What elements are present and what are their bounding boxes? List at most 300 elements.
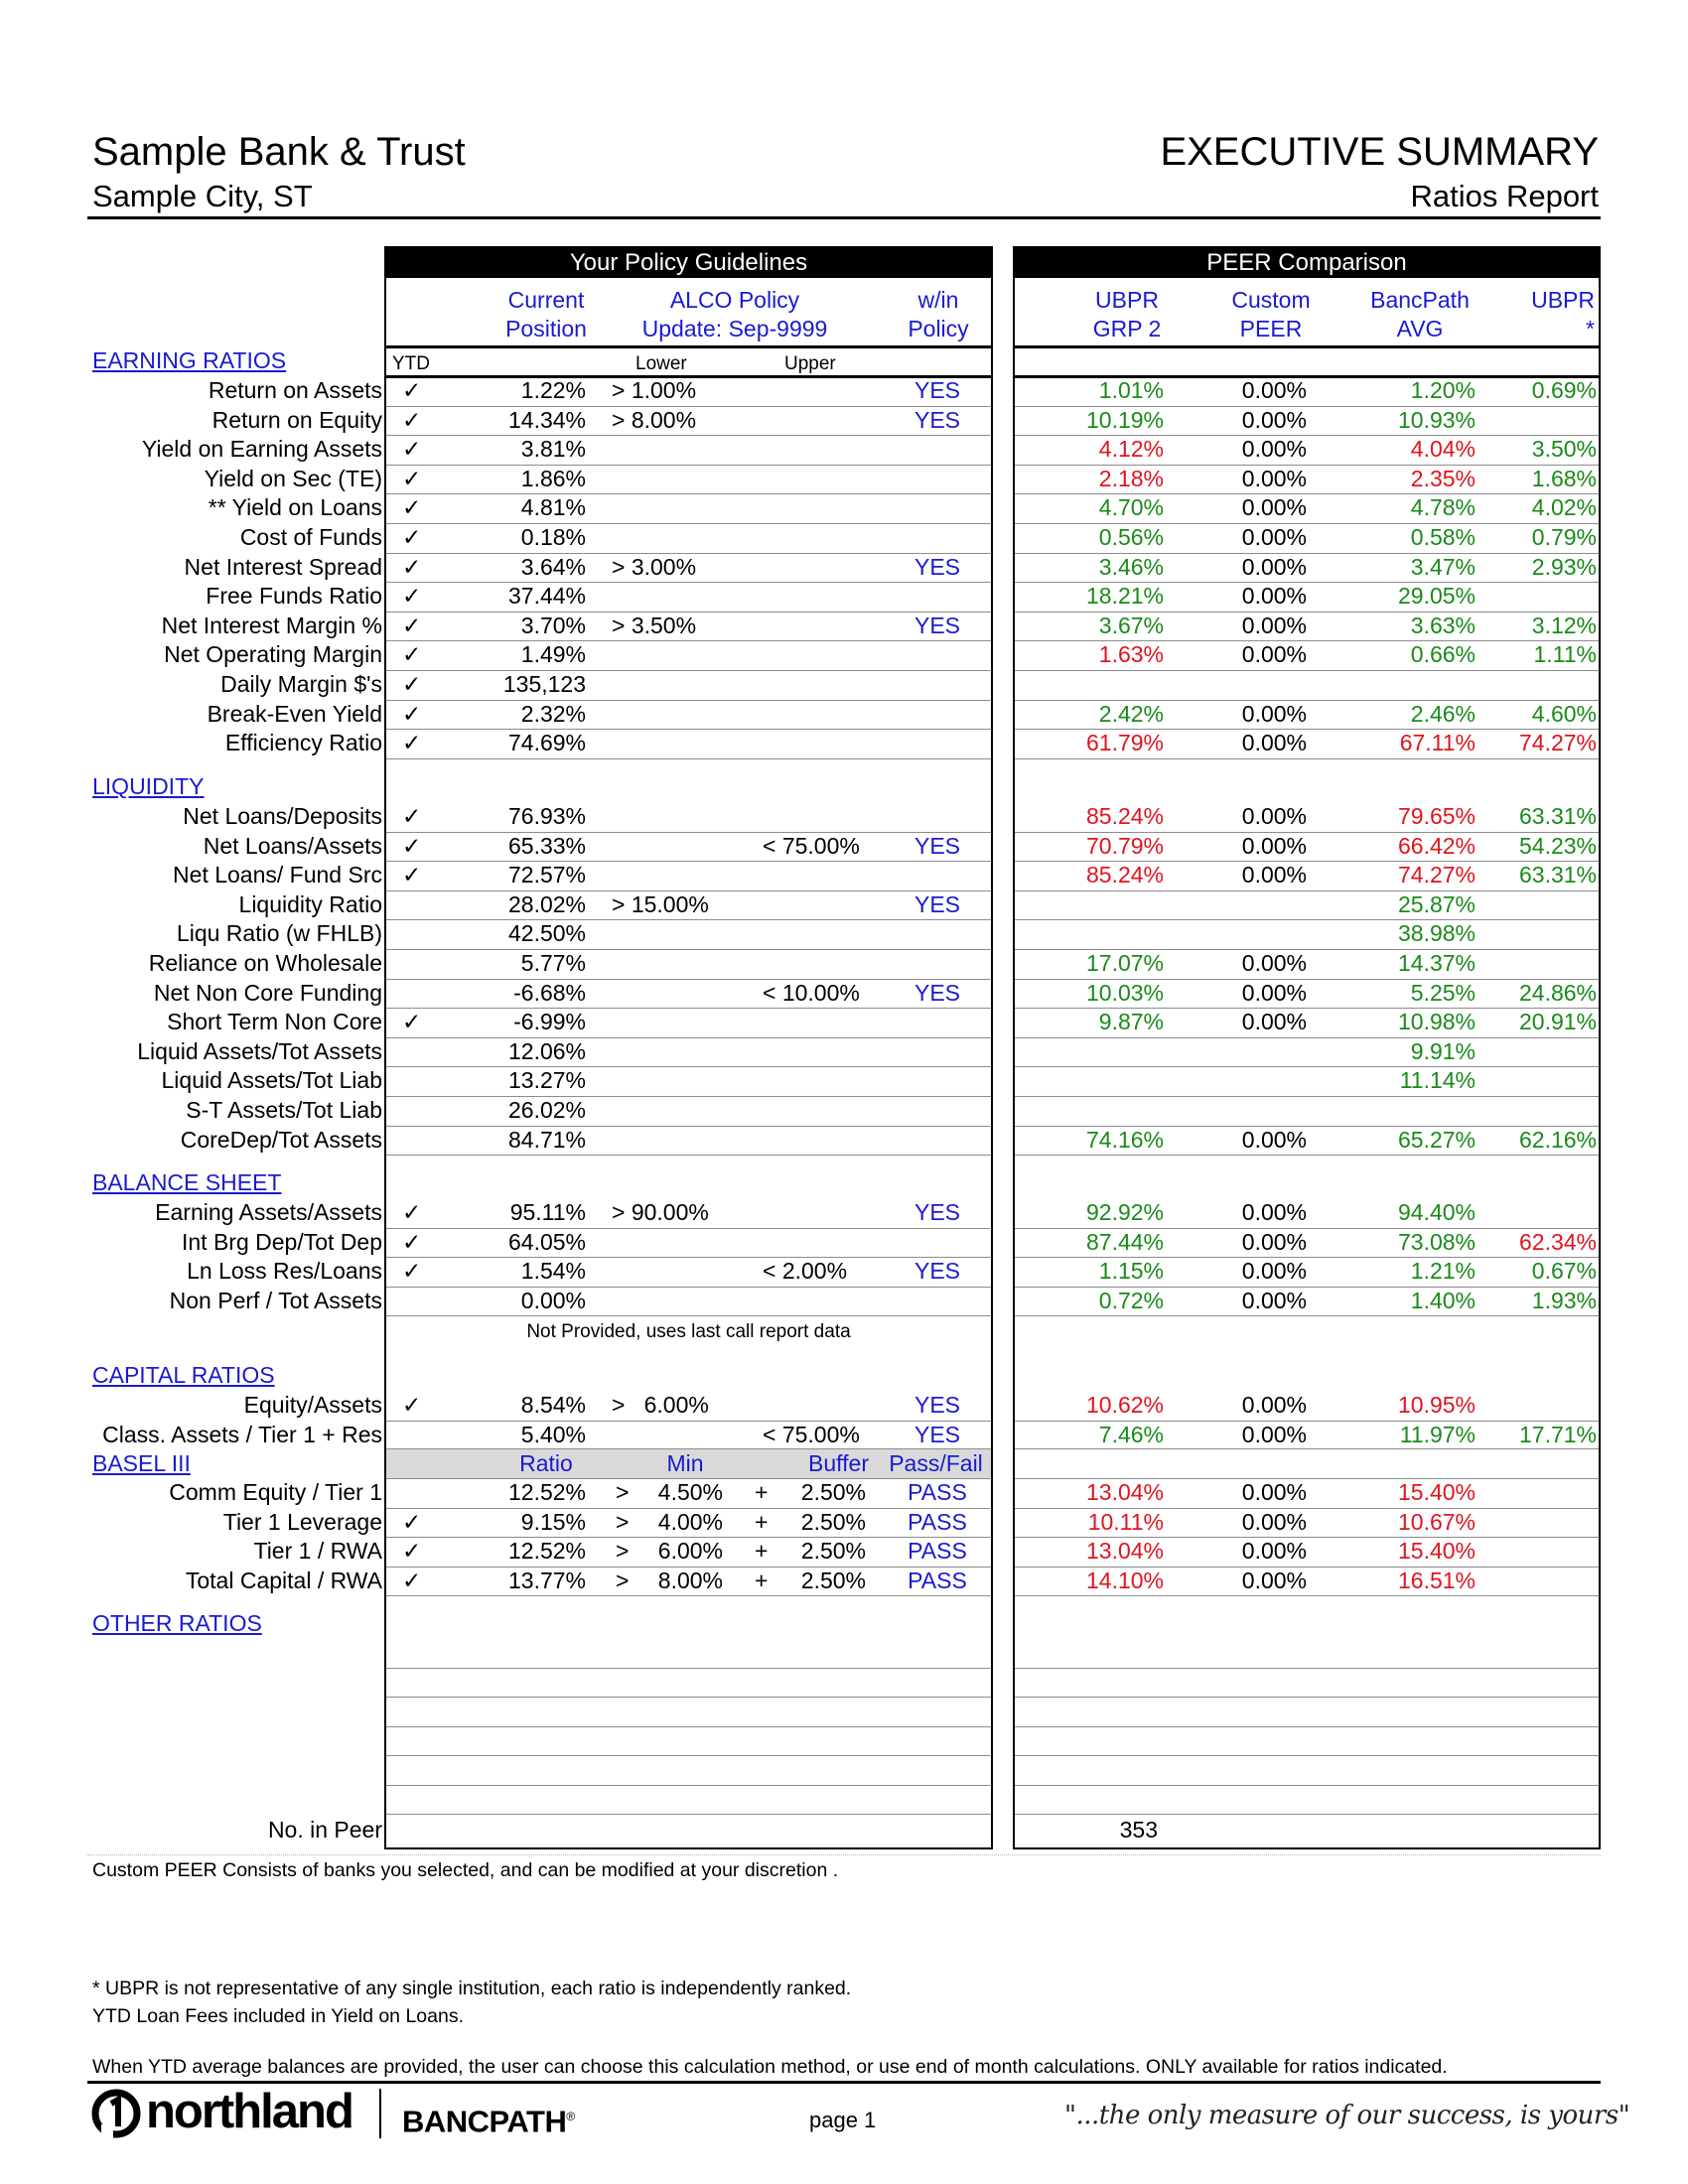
current-position: 14.34% (507, 407, 586, 433)
current-position: 1.54% (520, 1258, 586, 1284)
row-divider (1015, 1315, 1599, 1316)
peer-value: 0.00% (1241, 1422, 1307, 1447)
col-within-line2: Policy (908, 316, 969, 341)
report-subtitle: Ratios Report (1410, 179, 1599, 213)
peer-value: 0.00% (1241, 1258, 1307, 1284)
sub-lower: Lower (635, 353, 687, 374)
within-policy-status: YES (914, 891, 961, 917)
note-custom-peer: Custom PEER Consists of banks you selected, and can be modified at your discretion . (92, 1859, 839, 1881)
peer-value: 0.79% (1531, 524, 1597, 550)
section-earning-ratios[interactable]: EARNING RATIOS (92, 347, 287, 373)
peer-value: 1.01% (1098, 377, 1164, 403)
ytd-check-icon: ✓ (402, 466, 422, 491)
basel-row-label: Comm Equity / Tier 1 (169, 1479, 382, 1505)
basel-buffer: 2.50% (800, 1568, 866, 1593)
row-label: Daily Margin $'s (220, 671, 382, 697)
peer-value: 0.00% (1241, 466, 1307, 491)
peer-value: 0.00% (1241, 1392, 1307, 1418)
ytd-check-icon: ✓ (402, 1229, 422, 1255)
peer-value: 0.00% (1241, 803, 1307, 829)
basel-plus-sign: + (755, 1479, 769, 1505)
row-divider (1015, 1726, 1599, 1727)
peer-value: 20.91% (1518, 1009, 1597, 1034)
peer-value: 10.95% (1397, 1392, 1476, 1418)
peer-value: 5.25% (1410, 980, 1476, 1006)
col-custom-peer-line2: PEER (1239, 316, 1303, 341)
peer-value: 24.86% (1518, 980, 1597, 1006)
peer-value: 7.46% (1098, 1422, 1164, 1447)
row-label: Liquidity Ratio (238, 891, 382, 917)
northland-logo-icon (91, 2089, 141, 2138)
basel-result: PASS (908, 1479, 967, 1505)
policy-lower: > 15.00% (612, 891, 709, 917)
peer-value: 0.67% (1531, 1258, 1597, 1284)
current-position: 1.86% (520, 466, 586, 491)
peer-value: 15.40% (1397, 1538, 1476, 1564)
basel-row-label: Tier 1 Leverage (222, 1509, 382, 1535)
basel-plus-sign: + (755, 1568, 769, 1593)
peer-value: 74.27% (1397, 862, 1476, 887)
row-divider (386, 1668, 991, 1669)
peer-value: 17.07% (1085, 950, 1164, 976)
row-label: Break-Even Yield (207, 701, 382, 727)
current-position: 135,123 (502, 671, 586, 697)
peer-value: 1.11% (1533, 641, 1597, 667)
peer-value: 13.04% (1085, 1538, 1164, 1564)
current-position: -6.99% (513, 1009, 586, 1034)
ytd-check-icon: ✓ (402, 862, 422, 887)
row-divider (386, 1697, 991, 1698)
peer-value: 67.11% (1399, 730, 1476, 755)
row-label: Class. Assets / Tier 1 + Res (102, 1422, 382, 1447)
peer-value: 0.00% (1241, 436, 1307, 462)
basel-min: 4.50% (657, 1479, 723, 1505)
row-label: Free Funds Ratio (206, 583, 382, 609)
peer-value: 25.87% (1397, 891, 1476, 917)
current-position: 95.11% (509, 1199, 586, 1225)
col-current-line1: Current (507, 287, 585, 313)
peer-value: 3.63% (1410, 613, 1476, 638)
basel-row-label: Tier 1 / RWA (253, 1538, 382, 1564)
peer-value: 0.00% (1241, 833, 1307, 859)
peer-value: 2.93% (1531, 554, 1597, 580)
peer-value: 0.66% (1410, 641, 1476, 667)
basel-min: 8.00% (657, 1568, 723, 1593)
row-divider (1015, 1697, 1599, 1698)
note-ytd-average: When YTD average balances are provided, the user can choose this calculation method, or use end of month calculations. ONLY available for ratios indicated. (92, 2056, 1448, 2078)
row-label: Net Interest Spread (184, 554, 382, 580)
section-liquidity[interactable]: LIQUIDITY (92, 773, 205, 799)
row-divider (1015, 1037, 1599, 1038)
row-divider (386, 1448, 991, 1449)
current-position: 1.49% (520, 641, 586, 667)
basel-gt-sign: > (616, 1479, 630, 1505)
peer-value: 0.00% (1241, 701, 1307, 727)
row-label: Earning Assets/Assets (155, 1199, 382, 1225)
current-position: -6.68% (513, 980, 586, 1006)
peer-value: 70.79% (1085, 833, 1164, 859)
basel-col-min: Min (666, 1450, 704, 1476)
row-label: Liqu Ratio (w FHLB) (176, 920, 382, 946)
row-label: Reliance on Wholesale (148, 950, 382, 976)
current-position: 65.33% (507, 833, 586, 859)
section-capital-ratios[interactable]: CAPITAL RATIOS (92, 1362, 275, 1388)
ytd-check-icon: ✓ (402, 833, 422, 859)
current-position: 28.02% (507, 891, 586, 917)
col-ubpr-line1: UBPR (1531, 287, 1595, 313)
peer-value: 0.00% (1241, 524, 1307, 550)
ytd-check-icon: ✓ (402, 671, 422, 697)
row-label: Int Brg Dep/Tot Dep (182, 1229, 382, 1255)
peer-value: 62.16% (1518, 1127, 1597, 1153)
basel-buffer: 2.50% (800, 1538, 866, 1564)
col-current-line2: Position (505, 316, 587, 341)
peer-value: 0.00% (1241, 730, 1307, 755)
peer-value: 0.00% (1241, 1229, 1307, 1255)
peer-value: 0.00% (1241, 1288, 1307, 1313)
peer-value: 15.40% (1397, 1479, 1476, 1505)
page-number: page 1 (809, 2108, 877, 2132)
peer-value: 10.98% (1397, 1009, 1476, 1034)
peer-value: 94.40% (1397, 1199, 1476, 1225)
peer-value: 14.10% (1085, 1568, 1164, 1593)
policy-lower: > 1.00% (612, 377, 697, 403)
current-position: 72.57% (507, 862, 586, 887)
ytd-check-icon: ✓ (402, 613, 422, 638)
peer-value: 4.04% (1410, 436, 1476, 462)
row-divider (1015, 1096, 1599, 1097)
section-basel-iii[interactable]: BASEL III (92, 1450, 191, 1476)
row-divider (386, 1814, 991, 1815)
basel-ratio: 12.52% (507, 1538, 586, 1564)
current-position: 12.06% (507, 1038, 586, 1064)
peer-value: 0.00% (1241, 641, 1307, 667)
col-bancpath-avg-line2: AVG (1396, 316, 1444, 341)
basel-result: PASS (908, 1568, 967, 1593)
peer-value: 3.47% (1410, 554, 1476, 580)
policy-panel-title: Your Policy Guidelines (386, 248, 991, 278)
current-position: 13.27% (507, 1067, 586, 1093)
within-policy-status: YES (914, 554, 961, 580)
peer-value: 66.42% (1397, 833, 1476, 859)
policy-upper: < 75.00% (763, 833, 860, 859)
policy-lower: > 3.50% (612, 613, 697, 638)
current-position: 5.77% (520, 950, 586, 976)
current-position: 74.69% (507, 730, 586, 755)
peer-value: 1.15% (1098, 1258, 1164, 1284)
policy-panel (384, 246, 993, 1849)
peer-value: 10.93% (1397, 407, 1476, 433)
peer-value: 4.12% (1098, 436, 1164, 462)
within-policy-status: YES (914, 377, 961, 403)
notes-divider (87, 1854, 1601, 1855)
within-policy-status: YES (914, 1422, 961, 1447)
basel-ratio: 13.77% (507, 1568, 586, 1593)
basel-gt-sign: > (616, 1568, 630, 1593)
peer-value: 1.21% (1410, 1258, 1476, 1284)
col-bancpath-avg-line1: BancPath (1370, 287, 1470, 313)
peer-value: 10.11% (1087, 1509, 1164, 1535)
row-label: Cost of Funds (239, 524, 382, 550)
peer-value: 0.00% (1241, 980, 1307, 1006)
row-divider (386, 1315, 991, 1316)
ytd-check-icon: ✓ (402, 1009, 422, 1034)
basel-min: 4.00% (657, 1509, 723, 1535)
policy-upper: < 2.00% (763, 1258, 848, 1284)
row-divider (386, 1155, 991, 1156)
row-label: Net Loans/ Fund Src (173, 862, 382, 887)
peer-value: 9.87% (1098, 1009, 1164, 1034)
row-divider (1015, 1595, 1599, 1596)
ytd-check-icon: ✓ (402, 1509, 422, 1535)
peer-value: 2.46% (1410, 701, 1476, 727)
section-other-ratios[interactable]: OTHER RATIOS (92, 1610, 262, 1636)
within-policy-status: YES (914, 613, 961, 638)
sub-ytd: YTD (392, 353, 430, 374)
ytd-check-icon: ✓ (402, 494, 422, 520)
peer-value: 0.00% (1241, 1479, 1307, 1505)
sub-upper: Upper (784, 353, 836, 374)
row-divider (386, 758, 991, 759)
peer-value: 1.63% (1098, 641, 1164, 667)
ytd-check-icon: ✓ (402, 377, 422, 403)
peer-value: 3.50% (1531, 436, 1597, 462)
row-divider (1015, 1814, 1599, 1815)
row-divider (1015, 1155, 1599, 1156)
peer-value: 0.69% (1531, 377, 1597, 403)
bank-name: Sample Bank & Trust (92, 130, 466, 174)
peer-panel-title: PEER Comparison (1015, 248, 1599, 278)
peer-value: 9.91% (1410, 1038, 1476, 1064)
basel-gt-sign: > (616, 1538, 630, 1564)
current-position: 37.44% (507, 583, 586, 609)
logo-divider (379, 2089, 381, 2138)
col-ubpr-line2: * (1586, 316, 1595, 341)
current-position: 84.71% (507, 1127, 586, 1153)
peer-value: 0.00% (1241, 1009, 1307, 1034)
basel-gt-sign: > (616, 1509, 630, 1535)
peer-value: 38.98% (1397, 920, 1476, 946)
peer-value: 92.92% (1085, 1199, 1164, 1225)
peer-value: 1.68% (1531, 466, 1597, 491)
basel-plus-sign: + (755, 1509, 769, 1535)
ytd-check-icon: ✓ (402, 730, 422, 755)
peer-value: 4.78% (1410, 494, 1476, 520)
peer-value: 0.72% (1098, 1288, 1164, 1313)
basel-plus-sign: + (755, 1538, 769, 1564)
peer-value: 2.18% (1098, 466, 1164, 491)
current-position: 64.05% (507, 1229, 586, 1255)
peer-value: 0.00% (1241, 554, 1307, 580)
note-ubpr: * UBPR is not representative of any single institution, each ratio is independently ranked. (92, 1978, 852, 1999)
row-label: Efficiency Ratio (224, 730, 382, 755)
current-position: 5.40% (520, 1422, 586, 1447)
basel-ratio: 9.15% (520, 1509, 586, 1535)
note-loan-fees: YTD Loan Fees included in Yield on Loans. (92, 2005, 464, 2027)
peer-value: 14.37% (1397, 950, 1476, 976)
peer-value: 85.24% (1085, 862, 1164, 887)
within-policy-status: YES (914, 407, 961, 433)
row-divider (1015, 1448, 1599, 1449)
peer-value: 65.27% (1397, 1127, 1476, 1153)
row-label: S-T Assets/Tot Liab (186, 1097, 382, 1123)
peer-value: 16.51% (1397, 1568, 1476, 1593)
peer-value: 62.34% (1518, 1229, 1597, 1255)
basel-col-passfail: Pass/Fail (889, 1450, 983, 1476)
peer-value: 3.12% (1531, 613, 1597, 638)
policy-upper: < 10.00% (763, 980, 860, 1006)
row-divider (386, 1726, 991, 1727)
row-label: CoreDep/Tot Assets (180, 1127, 382, 1153)
current-position: 4.81% (520, 494, 586, 520)
peer-value: 3.46% (1098, 554, 1164, 580)
peer-value: 0.00% (1241, 862, 1307, 887)
peer-value: 63.31% (1518, 803, 1597, 829)
col-within-line1: w/in (917, 287, 959, 313)
current-position: 76.93% (507, 803, 586, 829)
col-alco-line2: Update: Sep-9999 (641, 316, 828, 341)
peer-value: 54.23% (1518, 833, 1597, 859)
current-position: 42.50% (507, 920, 586, 946)
peer-value: 0.00% (1241, 1538, 1307, 1564)
row-divider (1015, 1668, 1599, 1669)
row-label: Yield on Sec (TE) (204, 466, 382, 491)
row-divider (1015, 1066, 1599, 1067)
basel-row-label: Total Capital / RWA (185, 1568, 382, 1593)
peer-value: 0.00% (1241, 1509, 1307, 1535)
within-policy-status: YES (914, 980, 961, 1006)
peer-value: 3.67% (1098, 613, 1164, 638)
ytd-check-icon: ✓ (402, 1199, 422, 1225)
peer-value: 74.27% (1518, 730, 1597, 755)
peer-value: 4.60% (1531, 701, 1597, 727)
bancpath-logo-text (402, 2097, 575, 2141)
policy-lower: > 8.00% (612, 407, 697, 433)
row-label: Net Non Core Funding (153, 980, 382, 1006)
row-label: Return on Assets (208, 377, 382, 403)
current-position: 3.70% (520, 613, 586, 638)
row-divider (1015, 890, 1599, 891)
basel-result: PASS (908, 1509, 967, 1535)
ytd-check-icon: ✓ (402, 1258, 422, 1284)
peer-value: 4.02% (1531, 494, 1597, 520)
basel-col-buffer: Buffer (808, 1450, 869, 1476)
peer-value: 0.00% (1241, 494, 1307, 520)
peer-value: 0.00% (1241, 1127, 1307, 1153)
peer-value: 0.00% (1241, 583, 1307, 609)
basel-result: PASS (908, 1538, 967, 1564)
current-position: 0.18% (520, 524, 586, 550)
ytd-check-icon: ✓ (402, 524, 422, 550)
row-label: Net Loans/Assets (203, 833, 382, 859)
row-label: Net Interest Margin % (161, 613, 382, 638)
peer-value: 2.35% (1410, 466, 1476, 491)
within-policy-status: YES (914, 1199, 961, 1225)
col-alco-line1: ALCO Policy (669, 287, 800, 313)
section-balance-sheet[interactable]: BALANCE SHEET (92, 1169, 282, 1195)
current-position: 26.02% (507, 1097, 586, 1123)
within-policy-status: YES (914, 833, 961, 859)
peer-value: 13.04% (1085, 1479, 1164, 1505)
peer-value: 0.00% (1241, 613, 1307, 638)
peer-value: 1.40% (1410, 1288, 1476, 1313)
row-label: Net Loans/Deposits (183, 803, 382, 829)
basel-buffer: 2.50% (800, 1479, 866, 1505)
no-in-peer-label: No. in Peer (267, 1817, 382, 1843)
col-ubpr-grp2-line1: UBPR (1095, 287, 1159, 313)
policy-lower: > 6.00% (612, 1392, 709, 1418)
row-divider (386, 1595, 991, 1596)
peer-value: 73.08% (1397, 1229, 1476, 1255)
peer-value: 2.42% (1098, 701, 1164, 727)
row-label: Non Perf / Tot Assets (169, 1288, 382, 1313)
current-position: 1.22% (520, 377, 586, 403)
row-label: Liquid Assets/Tot Assets (137, 1038, 382, 1064)
peer-value: 0.58% (1410, 524, 1476, 550)
ytd-check-icon: ✓ (402, 554, 422, 580)
peer-value: 10.67% (1397, 1509, 1476, 1535)
peer-value: 0.00% (1241, 950, 1307, 976)
row-divider (1015, 1785, 1599, 1786)
basel-col-ratio: Ratio (519, 1450, 573, 1476)
header-rule (87, 216, 1601, 219)
row-divider (1015, 919, 1599, 920)
row-divider (386, 1785, 991, 1786)
bancpath-logo-label: BANCPATH (402, 2104, 567, 2139)
row-divider (1015, 1755, 1599, 1756)
policy-lower: > 3.00% (612, 554, 697, 580)
peer-value: 0.00% (1241, 407, 1307, 433)
ytd-check-icon: ✓ (402, 701, 422, 727)
row-label: ** Yield on Loans (208, 494, 382, 520)
current-position: 3.64% (520, 554, 586, 580)
current-position: 2.32% (520, 701, 586, 727)
peer-value: 0.56% (1098, 524, 1164, 550)
peer-value: 18.21% (1085, 583, 1164, 609)
basel-ratio: 12.52% (507, 1479, 586, 1505)
row-divider (1015, 758, 1599, 759)
peer-value: 10.19% (1085, 407, 1164, 433)
col-ubpr-grp2-line2: GRP 2 (1092, 316, 1162, 341)
ytd-check-icon: ✓ (402, 583, 422, 609)
policy-header-rule (386, 345, 991, 348)
peer-value: 74.16% (1085, 1127, 1164, 1153)
peer-value: 1.20% (1410, 377, 1476, 403)
report-title: EXECUTIVE SUMMARY (1160, 130, 1599, 174)
peer-value: 0.00% (1241, 1199, 1307, 1225)
peer-value: 87.44% (1085, 1229, 1164, 1255)
peer-value: 29.05% (1397, 583, 1476, 609)
peer-value: 4.70% (1098, 494, 1164, 520)
ytd-check-icon: ✓ (402, 1392, 422, 1418)
basel-min: 6.00% (657, 1538, 723, 1564)
current-position: 8.54% (520, 1392, 586, 1418)
tagline: "...the only measure of our success, is yours" (1064, 2101, 1630, 2130)
row-divider (1015, 670, 1599, 671)
row-label: Equity/Assets (243, 1392, 382, 1418)
row-label: Yield on Earning Assets (141, 436, 382, 462)
row-divider (386, 1755, 991, 1756)
policy-lower: > 90.00% (612, 1199, 709, 1225)
northland-logo-text: northland (146, 2085, 352, 2138)
peer-value: 11.14% (1399, 1067, 1476, 1093)
ytd-check-icon: ✓ (402, 803, 422, 829)
peer-value: 0.00% (1241, 377, 1307, 403)
not-provided-note: Not Provided, uses last call report data (526, 1321, 851, 1342)
peer-value: 11.97% (1399, 1422, 1476, 1447)
col-custom-peer-line1: Custom (1231, 287, 1311, 313)
peer-value: 17.71% (1518, 1422, 1597, 1447)
